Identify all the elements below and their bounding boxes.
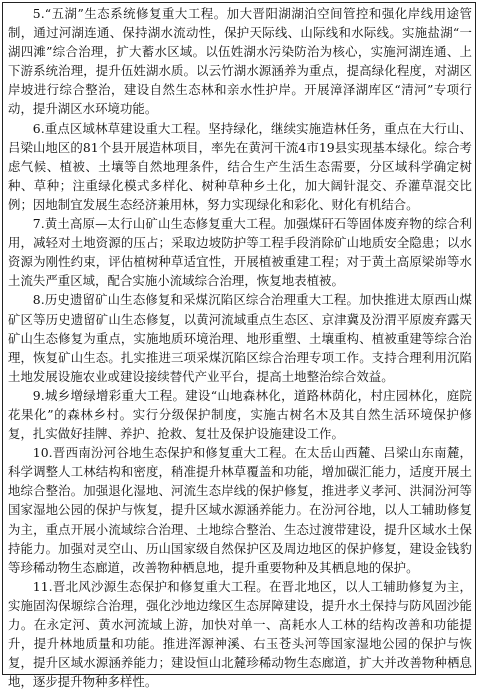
paragraph-9-urban-rural-greening: 9.城乡增绿增彩重大工程。建设“山地森林化，道路林荫化，村庄园林化，庭院花果化”的森林乡村。实行分级保护制度，实施古树名木及其自然生活环境保护修复，扎实做好挂牌、养护、抢救、复壮及保护设施建设工作。 (8, 387, 472, 442)
paragraph-6-forest-grass: 6.重点区域林草建设重大工程。坚持绿化，继续实施造林任务，重点在大行山、吕梁山地区的81个县开展造林项目，率先在黄河干流4市19县实现基本绿化。综合考虑气候、植被、土壤等自然地理条件，结合生产生活生态需要，分区域科学确定树种、草种；注重绿化模式多样化、树种草种乡土化，加大阔针混交、乔灌草混交比例；因地制宜发展生态经济兼用林，努力实现绿化和彩化、财化有机结合。 (8, 120, 472, 212)
paragraph-8-legacy-mines-subsidence: 8.历史遗留矿山生态修复和采煤沉陷区综合治理重大工程。加快推进太原西山煤矿区等历史遗留矿山生态修复，以黄河流域重点生态区、京津冀及汾渭平原废弃露天矿山生态修复为重点，实施地质环境治理、地形重塑、土壤重构、植被重建等综合治理，恢复矿山生态。扎实推进三项采煤沉陷区综合治理专项工作。支持合理利用沉陷土地发展设施农业或建设接续替代产业平台，提高土地整治综合效益。 (8, 292, 472, 384)
paragraph-10-fenhe-valley: 10.晋西南汾河谷地生态保护和修复重大工程。在太岳山西麓、吕梁山东南麓，科学调整人工林结构和密度，稍准提升林草覆盖和功能，增加碳汇能力，适度开展土地综合整治。加强退化湿地、河流生态岸线的保护修复，推进孝义孝河、洪洞汾河等国家湿地公园的保护与恢复，提升区域水源涵养能力。在汾河谷地，以人工辅助修复为主，重点开展小流域综合治理、土地综合整治、生态过渡带建设，提升区域水土保持能力。加强对灵空山、历山国家级自然保护区及周边地区的保护修复，建设金钱豹等珍稀动物生态廊道，改善物种栖息地，提升重要物种及其栖息地的保护。 (8, 445, 472, 575)
document-body (8, 4, 472, 691)
paragraph-7-loess-taihang-mines: 7.黄土高原—太行山矿山生态修复重大工程。加强煤矸石等固体废弃物的综合利用，减轻对土地资源的压占；采取边坡防护等工程手段消除矿山地质安全隐患；以水资源为刚性约束，评估植树种草适宜性，开展植被重建工程；对于黄土高原梁峁等水土流失严重区域，配合实施小流域综合治理，恢复地表植被。 (8, 216, 472, 289)
paragraph-11-northern-sand-source: 11.晋北风沙源生态保护和修复重大工程。在晋北地区，以人工辅助修复为主，实施固沟保塬综合治理，强化沙地边缘区生态屏障建设，提升水土保持与防风固沙能力。在永定河、黄水河流域上游，加快对单一、高耗水人工林的结构改善和功能提升，提升林地质量和功能。推进浑源神溪、右玉苍头河等国家湿地公园的保护与恢复，提升区域水源涵养能力；建设恒山北麓珍稀动物生态廊道，扩大并改善物种栖息地，逐步提升物种多样性。 (8, 578, 472, 690)
paragraph-5-wuhu-ecosystem: 5.“五湖”生态系统修复重大工程。加大晋阳湖湖泊空间管控和强化岸线用途管制，通过河湖连通、保持湖水流动性，保护天际线、山际线和水际线。实施盐湖“一湖四滩”综合治理，扩大蓄水区域。以伍姓湖水污染防治为核心，实施河湖连通、上下游系统治理，提升伍姓湖水质。以云竹湖水源涵养为重点，提高绿化程度，对湖区岸坡进行综合整治，建设自然生态林和亲水性护岸。开展漳泽湖库区“清河”专项行动，提升湖区水环境功能。 (8, 6, 472, 117)
